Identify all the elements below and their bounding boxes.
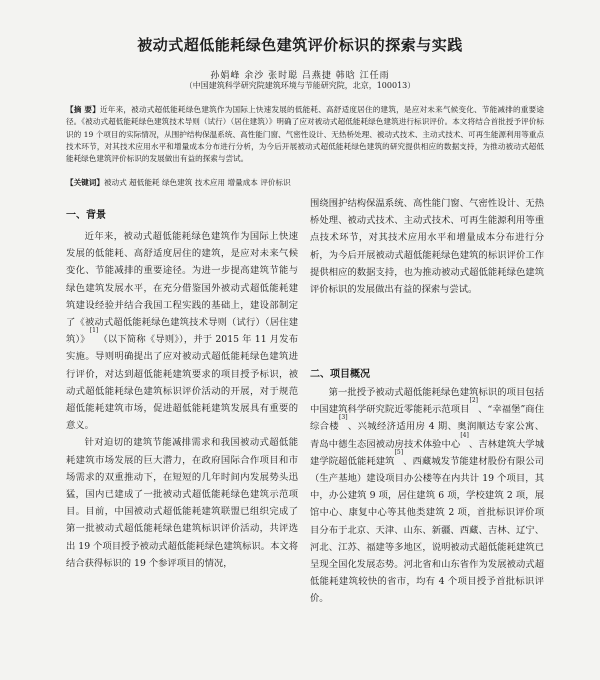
- author-list: 孙娟峰 余沙 张时聪 吕燕捷 韩晗 江任雨: [210, 71, 390, 81]
- section-heading-project-overview: 二、项目概况: [310, 369, 370, 380]
- section-heading-background: 一、背景: [66, 210, 106, 221]
- paragraph: 围绕围护结构保温系统、高性能门窗、气密性设计、无热桥处理、被动式技术、主动式技术、可再生能源利用等重点技术环节，对其技术应用水平和增量成本分布进行分析，为今后开展被动式超低能耗绿色建筑的标识评价工作提供相应的数据支持，也为推动被动式超低能耗绿色建筑评价标识的发展做出有益的探索与尝试。: [310, 198, 544, 296]
- abstract: [66, 104, 544, 165]
- paragraph-text: 、吉林建筑大学城建学院超低能耗建筑: [310, 438, 544, 467]
- keywords-label: 【关键词】: [66, 178, 104, 187]
- paragraph: [66, 228, 298, 434]
- paragraph-text: 第一批授予被动式超低能耗绿色建筑标识的项目包括中国建筑科学研究院近零能耗示范项目: [310, 387, 544, 416]
- paragraph-text: （以下简称《导则》），并于 2015 年 11 月发布实施。导则明确提出了应对被动式超低能耗绿色建筑进行评价，对达到超低能耗建筑要求的项目授予标识，被动式超低能耗绿色建筑标识评价活动的开展，对于规范超低能耗建筑市场，促进超低能耗建筑发展具有重要的意义。: [66, 334, 298, 432]
- paragraph: [310, 384, 544, 608]
- citation: [4]: [460, 431, 469, 439]
- paragraph-text: 近年来，被动式超低能耗绿色建筑作为国际上快速发展的低能耗、高舒适度居住的建筑，是应对未来气候变化、节能减排的重要途径。为进一步提高建筑节能与绿色建筑发展水平，在充分借鉴国外被动式超低能耗建筑建设经验并结合我国工程实践的基础上，建设部制定了《被动式超低能耗绿色建筑技术导则（试行）（居住建筑）》: [66, 231, 298, 346]
- abstract-label: 【摘 要】: [66, 105, 101, 114]
- right-column-top: [310, 195, 544, 298]
- citation: [1]: [89, 327, 99, 335]
- paper-title: 被动式超低能耗绿色建筑评价标识的探索与实践: [137, 36, 463, 54]
- paragraph-text: 、“幸福堡”商住综合楼: [310, 404, 544, 433]
- paragraph-text: 、西藏城发节能建材股份有限公司（生产基地）建设项目办公楼等在内共计 19 个项目，其中，办公建筑 9 项，居住建筑 6 项，学校建筑 2 项，展馆中心、康复中心等其他类建筑 2 项，首批标识评价项目分布于北京、天津、山东、新疆、西藏、吉林、辽宁、河北、江苏、福建等多地区，说明被动式超低能耗建筑已呈现全国化发展态势。河北省和山东省作为发展被动式超低能耗建筑较快的省市，均有 4 个项目授予首批标识评价。: [310, 455, 544, 605]
- citation: [5]: [394, 448, 404, 456]
- affiliation: （中国建筑科学研究院建筑环境与节能研究院，北京，100013）: [184, 81, 416, 90]
- citation: [2]: [469, 397, 479, 405]
- left-column: [66, 228, 298, 572]
- keywords-text: 被动式 超低能耗 绿色建筑 技术应用 增量成本 评价标识: [103, 178, 291, 187]
- abstract-text: 近年来，被动式超低能耗绿色建筑作为国际上快速发展的低能耗、高舒适度居住的建筑，是应对未来气候变化、节能减排的重要途径。《被动式超低能耗绿色建筑技术导则（试行）（居住建筑）》明确了应对被动式超低能耗绿色建筑进行标识评价。本文将结合首批授予评价标识的 19 个项目的实际情况，从围护结构保温系统、高性能门窗、气密性设计、无热桥处理、被动式技术、主动式技术、可再生能源利用等重点技术环节，对其技术应用水平和增量成本分布进行分析，为今后开展被动式超低能耗绿色建筑的研究提供相应的数据支持，为推动被动式超低能耗绿色建筑评价标识的发展做出有益的探索与尝试。: [66, 105, 544, 164]
- right-column-bottom: [310, 384, 544, 608]
- citation: [3]: [339, 414, 348, 422]
- keywords: [66, 177, 544, 189]
- paragraph-text: 、兴城经济适用房 4 期、奥润顺达专家公寓、青岛中德生态园被动房技术体验中心: [310, 421, 544, 450]
- paragraph: 针对迫切的建筑节能减排需求和我国被动式超低能耗建筑市场发展的巨大潜力，在政府国际合作项目和市场需求的双重推动下，在短短的几年时间内发展势头迅猛，国内已建成了一批被动式超低能耗绿色建筑示范项目。目前，中国被动式超低能耗建筑联盟已组织完成了第一批被动式超低能耗绿色建筑标识评价活动，共评选出 19 个项目授予被动式超低能耗绿色建筑标识。本文将结合获得标识的 19 个参评项目的情况，: [66, 437, 298, 569]
